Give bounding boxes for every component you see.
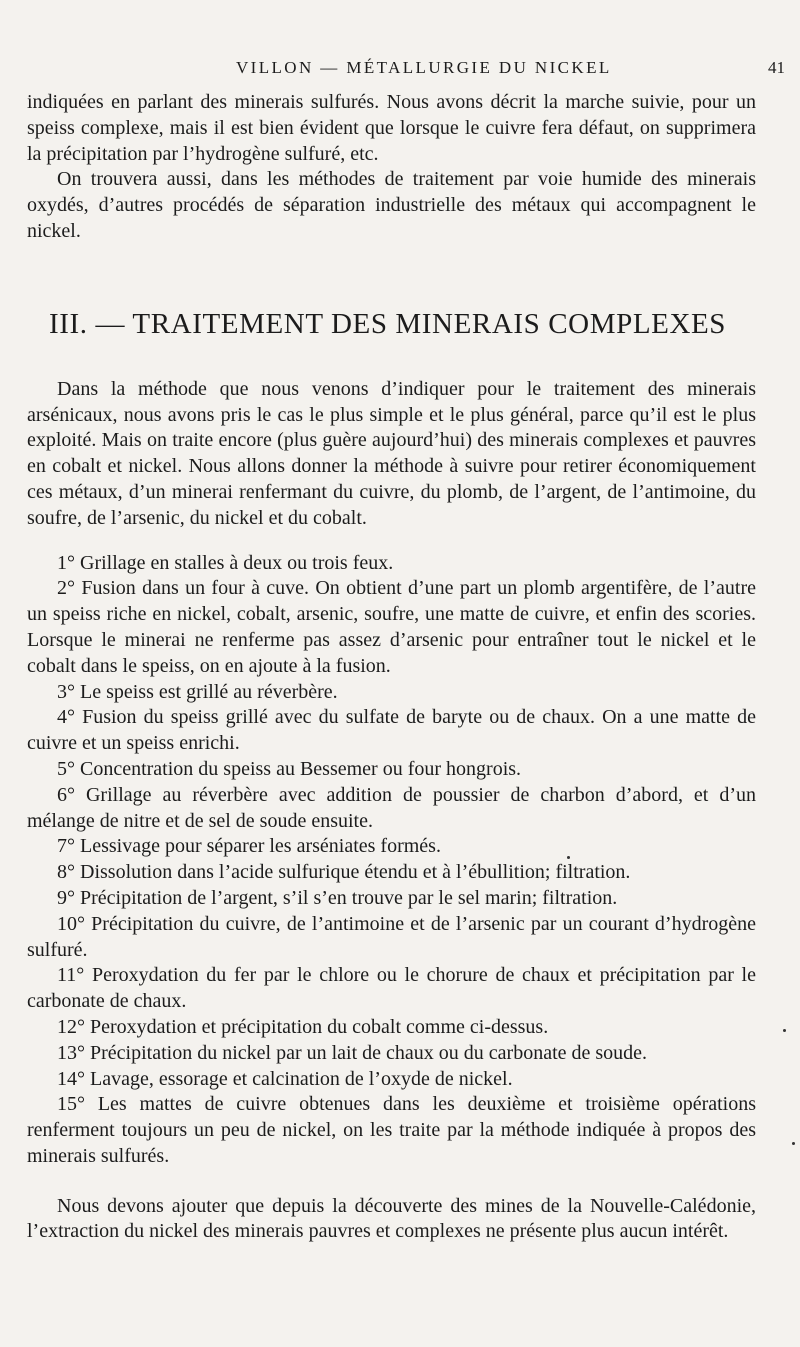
intro-paragraph-2: On trouvera aussi, dans les méthodes de traitement par voie humide des minerais oxydés, d’autres procédés de séparation industrielle des métaux qui accompagnent le nickel. [27, 168, 756, 242]
step-4: 4° Fusion du speiss grillé avec du sulfate de baryte ou de chaux. On a une matte de cuivre et un speiss enrichi. [27, 706, 756, 755]
running-title: VILLON — MÉTALLURGIE DU NICKEL [236, 58, 612, 77]
intro-block [27, 90, 756, 245]
step-1: 1° Grillage en stalles à deux ou trois feux. [57, 551, 394, 574]
conclusion-paragraph: Nous devons ajouter que depuis la découverte des mines de la Nouvelle-Calédonie, l’extraction du nickel des minerais pauvres et complexes ne présente plus aucun intérêt. [27, 1194, 756, 1243]
print-speck [792, 1142, 795, 1145]
print-speck [567, 856, 570, 859]
intro-paragraph-1: indiquées en parlant des minerais sulfurés. Nous avons décrit la marche suivie, pour un speiss complexe, mais il est bien évident que lorsque le cuivre fera défaut, on supprimera la précipitation par l’hydrogène sulfuré, etc. [27, 91, 756, 165]
section-intro-paragraph: Dans la méthode que nous venons d’indiquer pour le traitement des minerais arsénicaux, nous avons pris le cas le plus simple et le plus général, parce qu’il est le plus exploité. Mais on traite encore (plus guère aujourd’hui) des minerais complexes et pauvres en cobalt et nickel. Nous allons donner la méthode à suivre pour retirer économiquement ces métaux, d’un minerai renfermant du cuivre, du plomb, de l’argent, de l’antimoine, du soufre, de l’arsenic, du nickel et du cobalt. [27, 377, 756, 529]
step-10: 10° Précipitation du cuivre, de l’antimoine et de l’arsenic par un courant d’hydrogène sulfuré. [27, 912, 756, 961]
step-14: 14° Lavage, essorage et calcination de l’oxyde de nickel. [57, 1067, 513, 1090]
step-15: 15° Les mattes de cuivre obtenues dans les deuxième et troisième opérations renferment toujours un peu de nickel, on les traite par la méthode indiquée à propos des minerais sulfurés. [27, 1093, 756, 1167]
page-number: 41 [768, 58, 785, 77]
page-header [27, 0, 785, 90]
step-8: 8° Dissolution dans l’acide sulfurique étendu et à l’ébullition; filtration. [57, 861, 631, 884]
step-5: 5° Concentration du speiss au Bessemer ou four hongrois. [57, 757, 522, 780]
step-9: 9° Précipitation de l’argent, s’il s’en trouve par le sel marin; filtration. [57, 886, 618, 909]
section-title: III. — TRAITEMENT DES MINERAIS COMPLEXES [49, 307, 727, 340]
step-3: 3° Le speiss est grillé au réverbère. [57, 680, 338, 703]
process-steps [27, 551, 756, 1170]
step-12: 12° Peroxydation et précipitation du cobalt comme ci-dessus. [57, 1015, 549, 1038]
step-13: 13° Précipitation du nickel par un lait de chaux ou du carbonate de soude. [57, 1041, 648, 1064]
step-11: 11° Peroxydation du fer par le chlore ou le chorure de chaux et précipitation par le carbonate de chaux. [27, 964, 756, 1013]
step-6: 6° Grillage au réverbère avec addition de poussier de charbon d’abord, et d’un mélange de nitre et de sel de soude ensuite. [27, 783, 756, 832]
print-speck [783, 1029, 786, 1032]
step-2: 2° Fusion dans un four à cuve. On obtient d’une part un plomb argentifère, de l’autre un speiss riche en nickel, cobalt, arsenic, soufre, une matte de cuivre, et enfin des scories. Lorsque le minerai ne renferme pas assez d’arsenic pour entraîner tout le nickel et le cobalt dans le speiss, on en ajoute à la fusion. [27, 577, 756, 677]
step-7: 7° Lessivage pour séparer les arséniates formés. [57, 835, 441, 858]
